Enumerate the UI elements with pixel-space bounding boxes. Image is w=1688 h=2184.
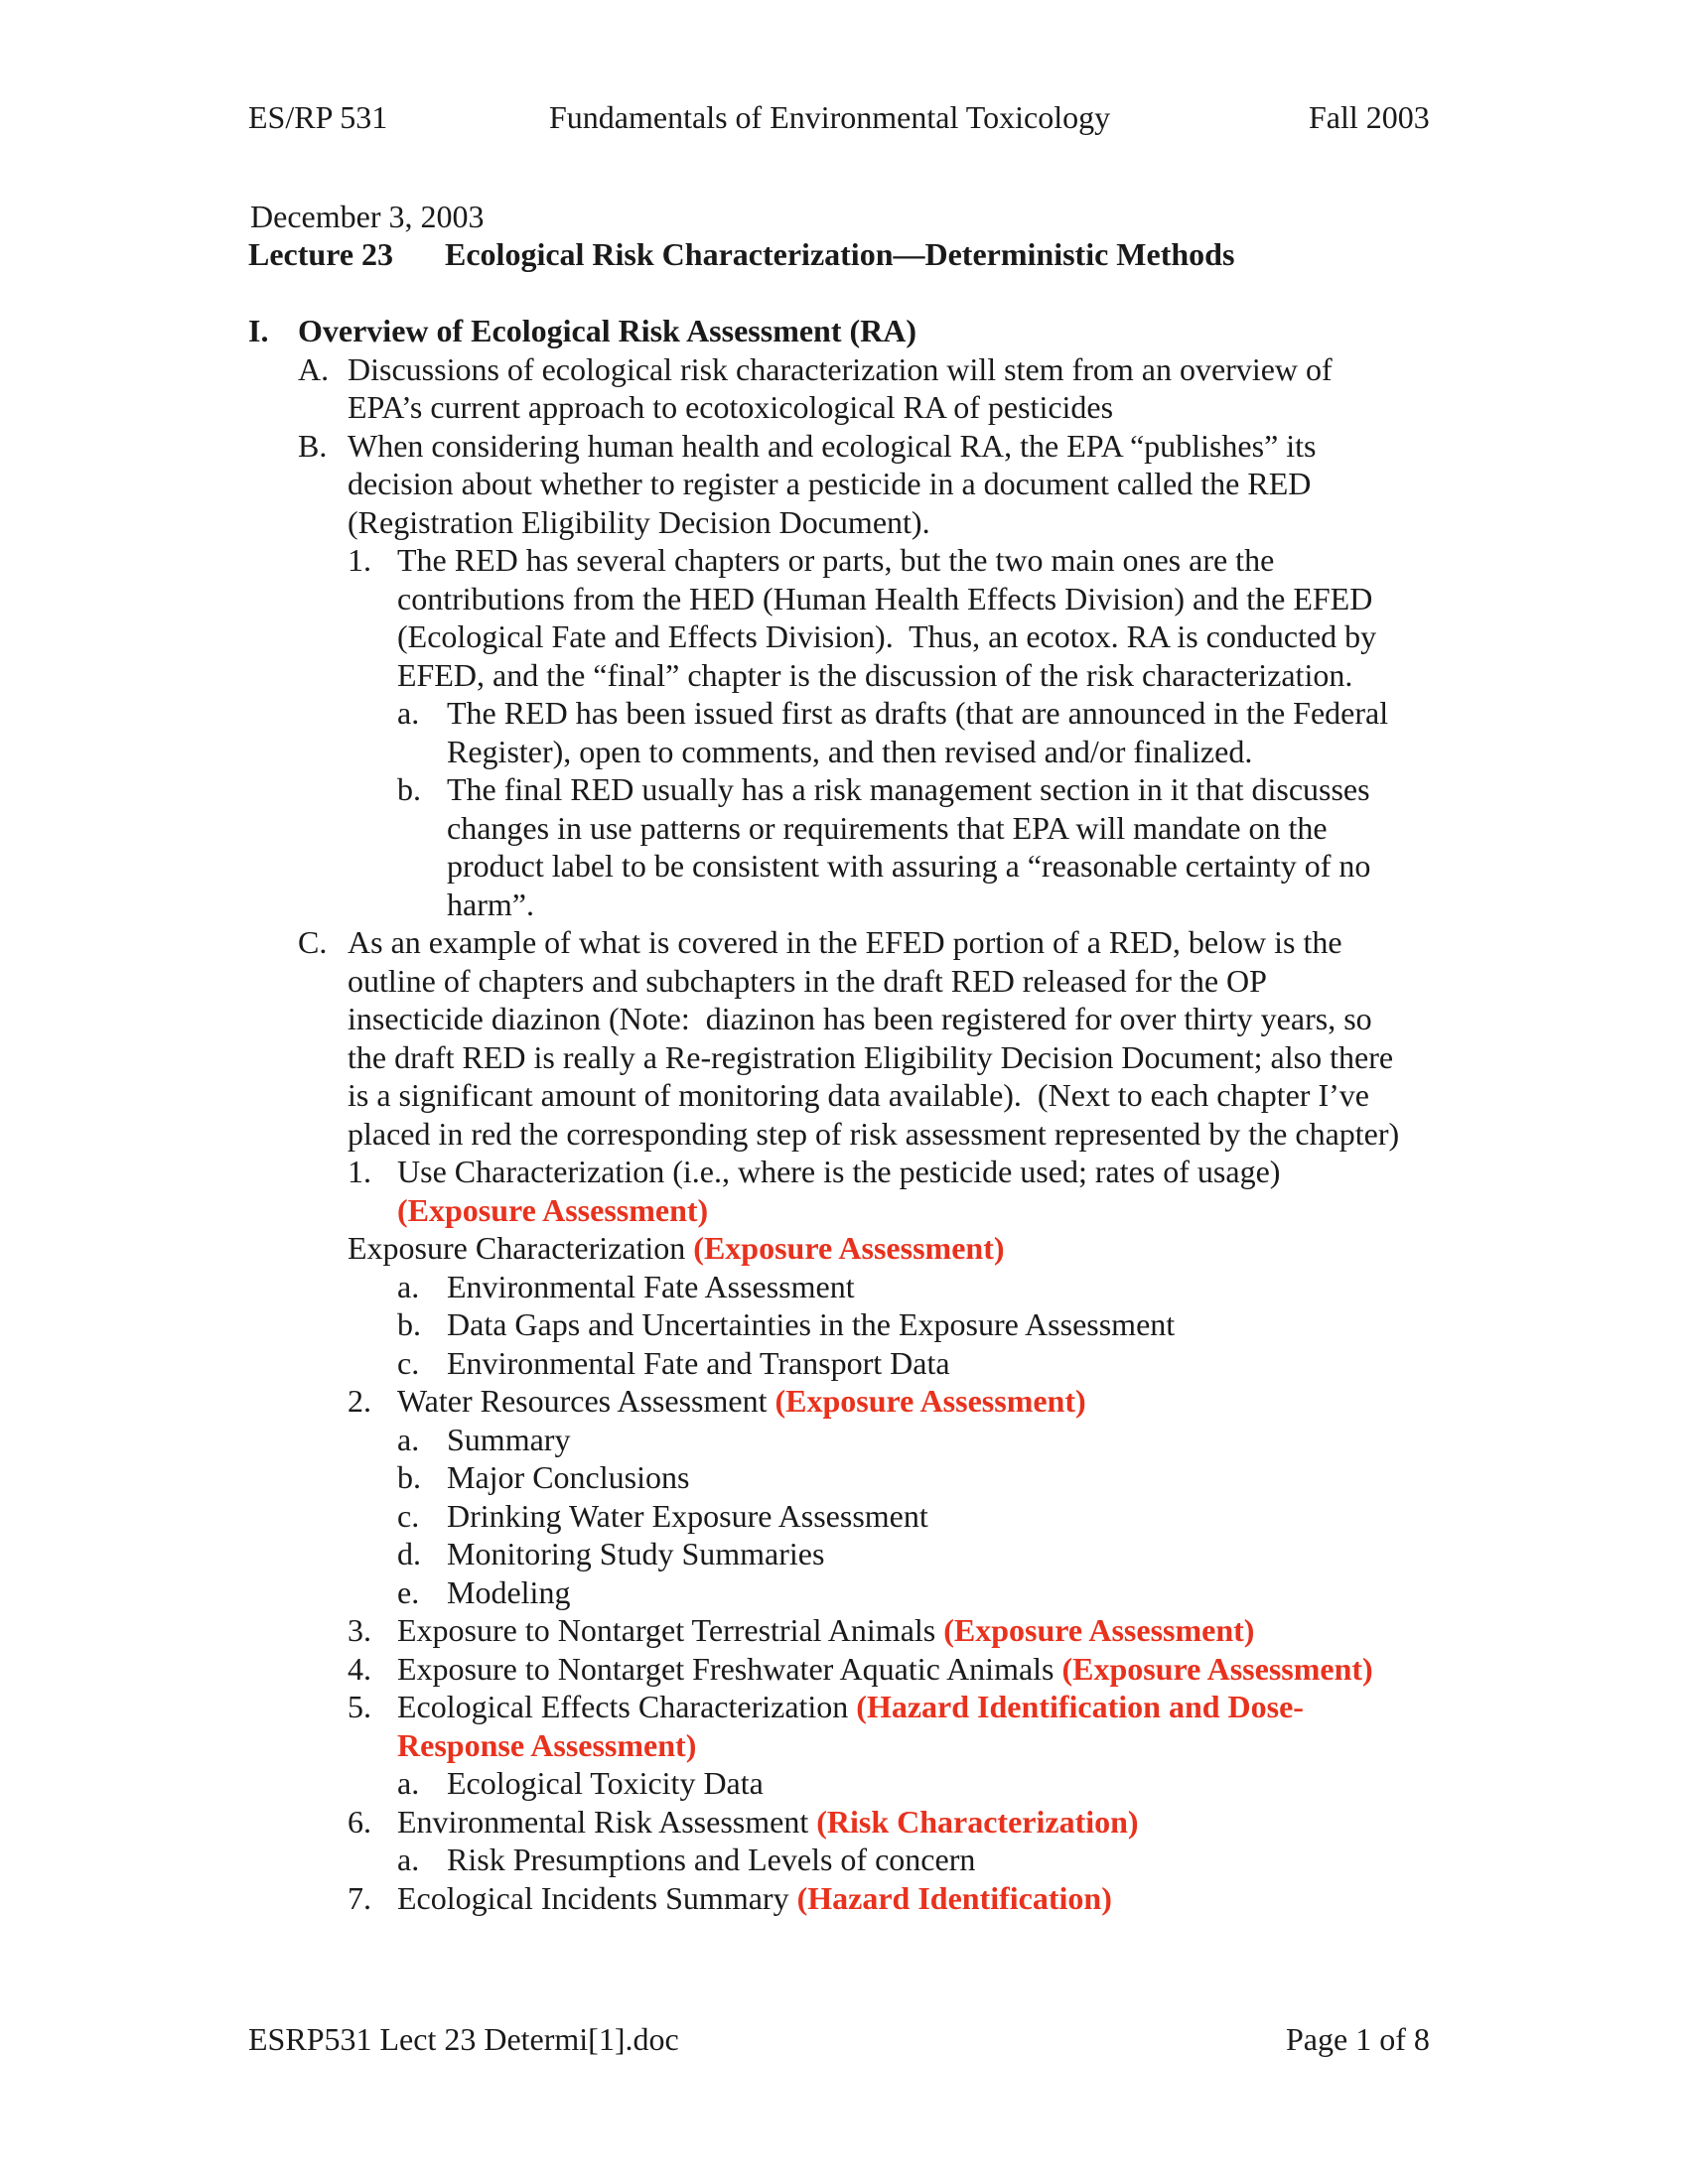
lecture-heading [248, 236, 1234, 273]
outline-text [397, 1191, 708, 1230]
outline-text [348, 1115, 1399, 1154]
outline-line [248, 1229, 1460, 1268]
outline-text [348, 1038, 1393, 1077]
outline-label: e. [397, 1573, 420, 1610]
outline-text-segment: Drinking Water Exposure Assessment [447, 1497, 928, 1534]
outline-line [248, 427, 1460, 466]
outline-label: 6. [348, 1803, 371, 1840]
outline-line [248, 1382, 1460, 1421]
outline-line [248, 1305, 1460, 1344]
outline-text-segment: harm”. [447, 886, 534, 922]
outline-line [248, 1458, 1460, 1497]
outline-text [447, 1344, 950, 1383]
outline-label: b. [397, 1459, 421, 1495]
header-course-title: Fundamentals of Environmental Toxicology [549, 99, 1111, 135]
outline-text-segment: outline of chapters and subchapters in the draft RED released for the OP [348, 962, 1267, 999]
outline-line [248, 1841, 1460, 1879]
outline-text [447, 733, 1252, 771]
outline-text [447, 1535, 824, 1573]
footer-page-number: Page 1 of 8 [1286, 2021, 1430, 2057]
outline-text [447, 1458, 689, 1497]
outline-text [348, 427, 1317, 466]
outline-text [348, 465, 1311, 503]
outline-line [248, 1611, 1460, 1650]
outline-label: B. [298, 427, 328, 464]
outline-line [248, 1497, 1460, 1536]
outline-line [248, 923, 1460, 962]
outline-line [248, 388, 1460, 427]
outline-text-segment: EPA’s current approach to ecotoxicological RA of pesticides [348, 389, 1114, 425]
header-course-code: ES/RP 531 [248, 99, 388, 135]
outline-text-segment: Use Characterization (i.e., where is the pesticide used; rates of usage) [397, 1154, 1281, 1189]
outline-line [248, 541, 1460, 580]
outline-line [248, 770, 1460, 809]
outline-text [348, 350, 1333, 389]
outline-line [248, 809, 1460, 848]
outline-label: c. [397, 1344, 420, 1381]
outline-text [447, 847, 1370, 886]
outline-label: 7. [348, 1879, 371, 1916]
risk-step-tag: (Hazard Identification and Dose- [856, 1689, 1304, 1724]
outline-line [248, 1726, 1460, 1765]
outline-line [248, 1191, 1460, 1230]
risk-step-tag: (Hazard Identification) [796, 1879, 1112, 1916]
outline-text [447, 694, 1388, 733]
outline-text-segment: Monitoring Study Summaries [447, 1536, 825, 1571]
outline-line [248, 312, 1460, 350]
outline-text-segment: the draft RED is really a Re-registration Eligibility Decision Document; also there [348, 1038, 1394, 1075]
outline-text-segment: (Registration Eligibility Decision Document). [348, 503, 930, 540]
outline-line [248, 350, 1460, 389]
outline-text [447, 1268, 855, 1306]
outline-text [348, 388, 1113, 427]
outline-label: 3. [348, 1612, 371, 1648]
outline-text [447, 809, 1328, 848]
risk-step-tag: (Exposure Assessment) [1061, 1650, 1373, 1687]
outline-line [248, 1038, 1460, 1077]
lecture-date: December 3, 2003 [250, 199, 485, 234]
outline-label: 4. [348, 1650, 371, 1687]
outline-text-segment: contributions from the HED (Human Health Effects Division) and the EFED [397, 580, 1373, 616]
risk-step-tag: (Exposure Assessment) [774, 1383, 1086, 1419]
outline-line [248, 1650, 1460, 1689]
outline-text [348, 1000, 1372, 1038]
outline-text [447, 1573, 570, 1612]
outline-text [397, 541, 1274, 580]
outline-text-segment: Summary [447, 1421, 571, 1457]
outline-text [397, 1879, 1112, 1918]
outline-line [248, 733, 1460, 771]
outline-label: 1. [348, 542, 371, 578]
outline-line [248, 1803, 1460, 1842]
outline-line [248, 1535, 1460, 1573]
outline-text [397, 617, 1376, 656]
outline-line [248, 1573, 1460, 1612]
outline-text-segment: EFED, and the “final” chapter is the discussion of the risk characterization. [397, 656, 1353, 693]
outline-text [298, 312, 916, 350]
outline-text-segment: Register), open to comments, and then revised and/or finalized. [447, 733, 1253, 769]
outline-label: a. [397, 695, 420, 731]
outline-line [248, 1153, 1460, 1191]
footer-filename: ESRP531 Lect 23 Determi[1].doc [248, 2021, 679, 2057]
outline-text-segment: Overview of Ecological Risk Assessment (RA) [298, 313, 917, 348]
outline-line [248, 962, 1460, 1001]
risk-step-tag: Response Assessment) [397, 1726, 697, 1763]
outline-line [248, 1000, 1460, 1038]
outline-label: a. [397, 1268, 420, 1304]
risk-step-tag: (Exposure Assessment) [693, 1230, 1005, 1266]
outline-text-segment: Environmental Fate Assessment [447, 1268, 855, 1304]
outline-text [348, 1076, 1369, 1115]
outline-text [397, 656, 1352, 695]
outline-label: 1. [348, 1154, 371, 1189]
outline-label: d. [397, 1536, 421, 1571]
outline-label: 5. [348, 1689, 371, 1724]
outline-text-segment: Ecological Incidents Summary [397, 1879, 797, 1916]
outline-text-segment: Ecological Effects Characterization [397, 1689, 857, 1724]
outline-text [348, 962, 1267, 1001]
outline-line [248, 1421, 1460, 1459]
outline-text-segment: placed in red the corresponding step of risk assessment represented by the chapter) [348, 1115, 1400, 1152]
outline-text-segment: decision about whether to register a pesticide in a document called the RED [348, 466, 1312, 501]
outline-line [248, 580, 1460, 618]
outline-text-segment: Exposure to Nontarget Terrestrial Animals [397, 1612, 944, 1648]
outline-line [248, 847, 1460, 886]
outline-text-segment: is a significant amount of monitoring data available). (Next to each chapter I’ve [348, 1077, 1369, 1113]
outline-text-segment: The final RED usually has a risk management section in it that discusses [447, 771, 1370, 807]
outline-label: a. [397, 1765, 420, 1801]
outline-text-segment: Discussions of ecological risk characterization will stem from an overview of [348, 350, 1333, 387]
outline-text-segment: Risk Presumptions and Levels of concern [447, 1842, 976, 1877]
outline-text [447, 1841, 975, 1879]
outline-label: 2. [348, 1383, 371, 1419]
outline-text-segment: product label to be consistent with assuring a “reasonable certainty of no [447, 848, 1371, 884]
outline-line [248, 1688, 1460, 1726]
outline-label: I. [248, 313, 269, 348]
outline-text-segment: Major Conclusions [447, 1459, 690, 1495]
outline-line [248, 1879, 1460, 1918]
outline-text [447, 1497, 928, 1536]
outline-line [248, 656, 1460, 695]
outline-text [447, 886, 534, 924]
outline-text-segment: As an example of what is covered in the EFED portion of a RED, below is the [348, 924, 1342, 960]
outline-label: A. [298, 350, 330, 387]
outline-text [348, 923, 1342, 962]
outline-text [447, 1305, 1175, 1344]
outline-text-segment: Environmental Risk Assessment [397, 1803, 817, 1840]
lecture-number: Lecture 23 [248, 236, 394, 272]
outline-text [397, 1688, 1304, 1726]
outline-text-segment: insecticide diazinon (Note: diazinon has been registered for over thirty years, so [348, 1001, 1372, 1036]
outline-label: b. [397, 1306, 421, 1342]
outline-text [397, 1803, 1139, 1842]
outline-text-segment: The RED has several chapters or parts, but the two main ones are the [397, 542, 1275, 578]
outline-text [348, 503, 930, 542]
outline-text-segment: (Ecological Fate and Effects Division). Thus, an ecotox. RA is conducted by [397, 618, 1377, 654]
outline-text-segment: Exposure to Nontarget Freshwater Aquatic Animals [397, 1650, 1062, 1687]
outline-text-segment: Exposure Characterization [348, 1230, 694, 1266]
outline-text [447, 1764, 764, 1803]
outline-text [397, 1650, 1373, 1689]
outline-text [397, 580, 1372, 618]
outline-line [248, 1344, 1460, 1383]
outline-label: C. [298, 924, 328, 960]
outline-label: b. [397, 771, 421, 807]
outline-line [248, 1115, 1460, 1154]
outline-label: c. [397, 1497, 420, 1534]
outline-text-segment: Environmental Fate and Transport Data [447, 1344, 950, 1381]
outline-text-segment: changes in use patterns or requirements that EPA will mandate on the [447, 809, 1328, 846]
outline-line [248, 694, 1460, 733]
risk-step-tag: (Exposure Assessment) [397, 1191, 709, 1228]
outline-line [248, 1268, 1460, 1306]
lecture-outline [248, 312, 1460, 1917]
outline-text-segment: The RED has been issued first as drafts (that are announced in the Federal [447, 695, 1389, 731]
outline-text [348, 1229, 1005, 1268]
outline-text [447, 1421, 570, 1459]
outline-line [248, 465, 1460, 503]
outline-line [248, 1076, 1460, 1115]
outline-text [397, 1382, 1086, 1421]
outline-label: a. [397, 1421, 420, 1457]
outline-line [248, 886, 1460, 924]
lecture-title: Ecological Risk Characterization—Deterministic Methods [445, 236, 1235, 272]
outline-text-segment: When considering human health and ecological RA, the EPA “publishes” its [348, 427, 1317, 464]
outline-text [397, 1726, 696, 1765]
outline-text [397, 1611, 1254, 1650]
header-term: Fall 2003 [1309, 99, 1430, 135]
outline-text-segment: Water Resources Assessment [397, 1383, 775, 1419]
risk-step-tag: (Risk Characterization) [816, 1803, 1139, 1840]
outline-text-segment: Data Gaps and Uncertainties in the Exposure Assessment [447, 1306, 1176, 1342]
outline-text [397, 1153, 1280, 1191]
outline-line [248, 1764, 1460, 1803]
outline-text-segment: Ecological Toxicity Data [447, 1765, 764, 1801]
outline-line [248, 503, 1460, 542]
outline-text-segment: Modeling [447, 1573, 571, 1610]
outline-label: a. [397, 1842, 420, 1877]
risk-step-tag: (Exposure Assessment) [943, 1612, 1255, 1648]
outline-line [248, 617, 1460, 656]
outline-text [447, 770, 1370, 809]
